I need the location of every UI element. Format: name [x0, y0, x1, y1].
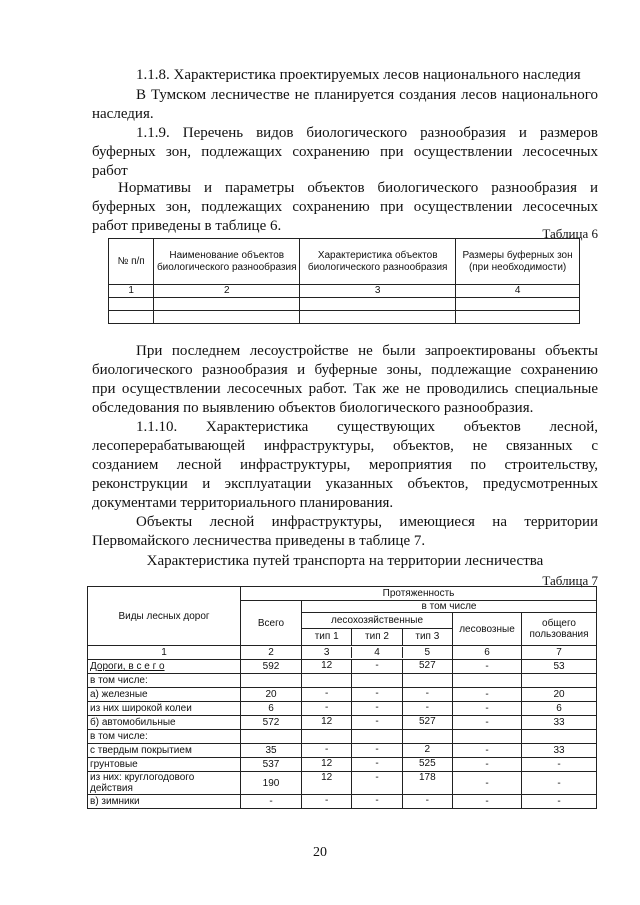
table6-empty-row [109, 298, 580, 311]
table6-caption: Таблица 6 [542, 226, 598, 241]
table7-cell-total [241, 674, 302, 688]
table7-cell-type-2: - [352, 660, 402, 673]
table7-cell-total: 35 [241, 744, 302, 758]
section-1-1-8-line-1: В Тумском лесничестве не планируется создания лесов национального [136, 87, 598, 103]
table6-index-row [109, 285, 580, 298]
table7-cell-type-3: 527 [418, 716, 436, 727]
table7-cell-type-2 [352, 674, 402, 687]
table7-cell-type-3 [403, 674, 452, 687]
table7-cell-type-1 [302, 730, 352, 743]
table7-index-cell: 5 [424, 647, 431, 658]
table7-index-cell: 1 [88, 646, 241, 660]
section-1-1-10-line-5: документами территориального планирования. [92, 495, 394, 511]
table-6 [108, 238, 580, 324]
last-survey-line-4: обследования по выявлению объектов биологического разнообразия. [92, 400, 534, 416]
table7-index-cell: 6 [453, 646, 522, 660]
section-1-1-10-line-2: лесоперерабатывающей инфраструктуры, объектов, не связанных с [92, 438, 598, 454]
table7-cell-type-3 [403, 730, 452, 743]
table7-cell-type-1: - [302, 702, 352, 715]
table7-row [88, 674, 597, 688]
table6-index-cell: 3 [300, 285, 456, 298]
table7-cell-total: 20 [241, 688, 302, 702]
table7-row-label: из них широкой колеи [88, 702, 241, 716]
table7-cell-type-2: - [352, 795, 402, 808]
table7-cell-public: 6 [522, 702, 597, 716]
norms-paragraph-line-1: Нормативы и параметры объектов биологического разнообразия и [118, 180, 598, 196]
table7-cell-type-2: - [352, 744, 402, 757]
table7-cell-type-3: 525 [418, 758, 436, 769]
section-1-1-10-line-1: 1.1.10. Характеристика существующих объектов лесной, [136, 419, 598, 435]
table7-index-cell: 7 [522, 646, 597, 660]
table7-cell-public: 20 [522, 688, 597, 702]
table7-cell-type-3: - [425, 688, 429, 699]
table7-row [88, 702, 597, 716]
table7-row-label: из них: круглогодового действия [88, 772, 241, 795]
table7-cell-type-3: - [425, 702, 429, 713]
table7-index-cell: 2 [241, 646, 302, 660]
last-survey-line-2: биологического разнообразия и буферные зоны, подлежащие сохранению [92, 362, 598, 378]
table7-cell-public: 33 [522, 744, 597, 758]
table7-cell-total: - [241, 795, 302, 809]
table6-header-number: № п/п [109, 239, 154, 285]
table7-cell-logging [453, 674, 522, 688]
table7-cell-type-2: - [352, 758, 402, 771]
table7-cell-type-2: - [352, 702, 402, 715]
table7-row-label: с твердым покрытием [88, 744, 241, 758]
table7-header-road-types: Виды лесных дорог [88, 587, 241, 646]
table7-header-type-3: тип 3 [415, 631, 440, 642]
table7-cell-logging: - [453, 688, 522, 702]
table7-cell-total: 6 [241, 702, 302, 716]
section-1-1-8-line-2: наследия. [92, 106, 154, 122]
section-1-1-9-line-3: работ [92, 163, 128, 179]
table7-row [88, 730, 597, 744]
table7-cell-logging: - [453, 795, 522, 809]
table7-cell-type-2: - [352, 688, 402, 701]
table7-cell-type-3: 527 [418, 660, 436, 671]
section-1-1-8-heading: 1.1.8. Характеристика проектируемых лесов национального наследия [136, 67, 581, 83]
section-1-1-9-line-1: 1.1.9. Перечень видов биологического разнообразия и размеров [136, 125, 598, 141]
table6-index-cell: 2 [154, 285, 300, 298]
table7-index-cell: 3 [302, 647, 352, 658]
table7-cell-public [522, 730, 597, 744]
table7-row-label: в том числе: [88, 730, 241, 744]
table7-row-label: б) автомобильные [88, 716, 241, 730]
table7-body [88, 660, 597, 809]
table7-row [88, 758, 597, 772]
table7-cell-public: 33 [522, 716, 597, 730]
table7-cell-logging: - [453, 744, 522, 758]
table7-header-forestry-group [302, 613, 453, 646]
table7-cell-type-3: 178 [418, 772, 436, 783]
table7-title: Характеристика путей транспорта на территории лесничества [146, 553, 544, 569]
table7-cell-type-1: 12 [302, 716, 352, 729]
last-survey-line-3: при осуществлении лесосечных работ. Так же не проводились специальные [92, 381, 598, 397]
table7-caption: Таблица 7 [542, 573, 598, 588]
table7-cell-total [241, 730, 302, 744]
norms-paragraph-line-3: работ приведены в таблице 6. [92, 218, 282, 234]
table7-cell-type-1: - [302, 688, 352, 701]
table7-header-public: общего пользования [522, 613, 597, 646]
section-1-1-9-line-2: буферных зон, подлежащих сохранению при осуществлении лесосечных [92, 144, 598, 160]
table7-row [88, 688, 597, 702]
table7-index-row [88, 646, 597, 660]
table7-cell-logging: - [453, 758, 522, 772]
table7-cell-total: 190 [241, 772, 302, 795]
table6-empty-row [109, 311, 580, 324]
table7-cell-type-1: - [302, 744, 352, 757]
table7-row-label: Дороги, в с е г о [88, 660, 241, 674]
table7-cell-total: 592 [241, 660, 302, 674]
table7-header-total: Всего [241, 601, 302, 646]
section-1-1-10-line-3: созданием лесной инфраструктуры, мероприятия по строительству, [92, 457, 598, 473]
section-1-1-10-line-4: реконструкции и эксплуатации указанных объектов, предусмотренных [92, 476, 598, 492]
table6-header-buffer-size: Размеры буферных зон (при необходимости) [456, 239, 580, 285]
table7-cell-type-2 [352, 730, 402, 743]
norms-paragraph-line-2: буферных зон, подлежащих сохранению при осуществлении лесосечных [92, 199, 598, 215]
table6-header-characteristics: Характеристика объектов биологического разнообразия [300, 239, 456, 285]
table7-row-label: в) зимники [88, 795, 241, 809]
table7-cell-type-2: - [352, 772, 402, 794]
table-7 [87, 586, 597, 809]
table7-cell-logging [453, 730, 522, 744]
table7-cell-logging: - [453, 660, 522, 674]
table7-cell-type-1 [302, 674, 352, 687]
objects-paragraph-line-2: Первомайского лесничества приведены в таблице 7. [92, 533, 426, 549]
table7-row [88, 744, 597, 758]
table7-cell-total: 537 [241, 758, 302, 772]
table7-cell-public: 53 [522, 660, 597, 674]
page-number: 20 [313, 845, 327, 860]
table7-cell-type-1: - [302, 795, 352, 808]
table7-row-label: а) железные [88, 688, 241, 702]
table7-header-type-2: тип 2 [352, 629, 402, 645]
last-survey-line-1: При последнем лесоустройстве не были запроектированы объекты [136, 343, 598, 359]
table7-row-label: грунтовые [88, 758, 241, 772]
table7-row [88, 660, 597, 674]
table7-row [88, 772, 597, 795]
table7-cell-public: - [522, 795, 597, 809]
table7-cell-total: 572 [241, 716, 302, 730]
table6-index-cell: 1 [109, 285, 154, 298]
table7-header-length: Протяженность [241, 587, 597, 601]
table7-cell-logging: - [453, 702, 522, 716]
table7-header-including: в том числе [302, 601, 597, 613]
table7-row [88, 795, 597, 809]
table7-cell-public: - [522, 772, 597, 795]
table7-cell-type-1: 12 [302, 758, 352, 771]
table7-cell-type-1: 12 [302, 660, 352, 673]
table7-cell-type-2: - [352, 716, 402, 729]
table7-cell-type-1: 12 [302, 772, 352, 794]
table7-cell-logging: - [453, 716, 522, 730]
table7-cell-type-3: - [425, 795, 429, 806]
table6-header-name: Наименование объектов биологического разнообразия [154, 239, 300, 285]
objects-paragraph-line-1: Объекты лесной инфраструктуры, имеющиеся на территории [136, 514, 598, 530]
table7-cell-public: - [522, 758, 597, 772]
table7-cell-logging: - [453, 772, 522, 795]
table7-row [88, 716, 597, 730]
table7-index-cell: 4 [352, 647, 402, 658]
table6-index-cell: 4 [456, 285, 580, 298]
table7-header-type-1: тип 1 [302, 629, 352, 645]
table7-row-label: в том числе: [88, 674, 241, 688]
table7-cell-type-3: 2 [424, 744, 431, 755]
table7-cell-public [522, 674, 597, 688]
table7-header-forestry: лесохозяйственные [302, 613, 452, 629]
table7-header-logging: лесовозные [453, 613, 522, 646]
